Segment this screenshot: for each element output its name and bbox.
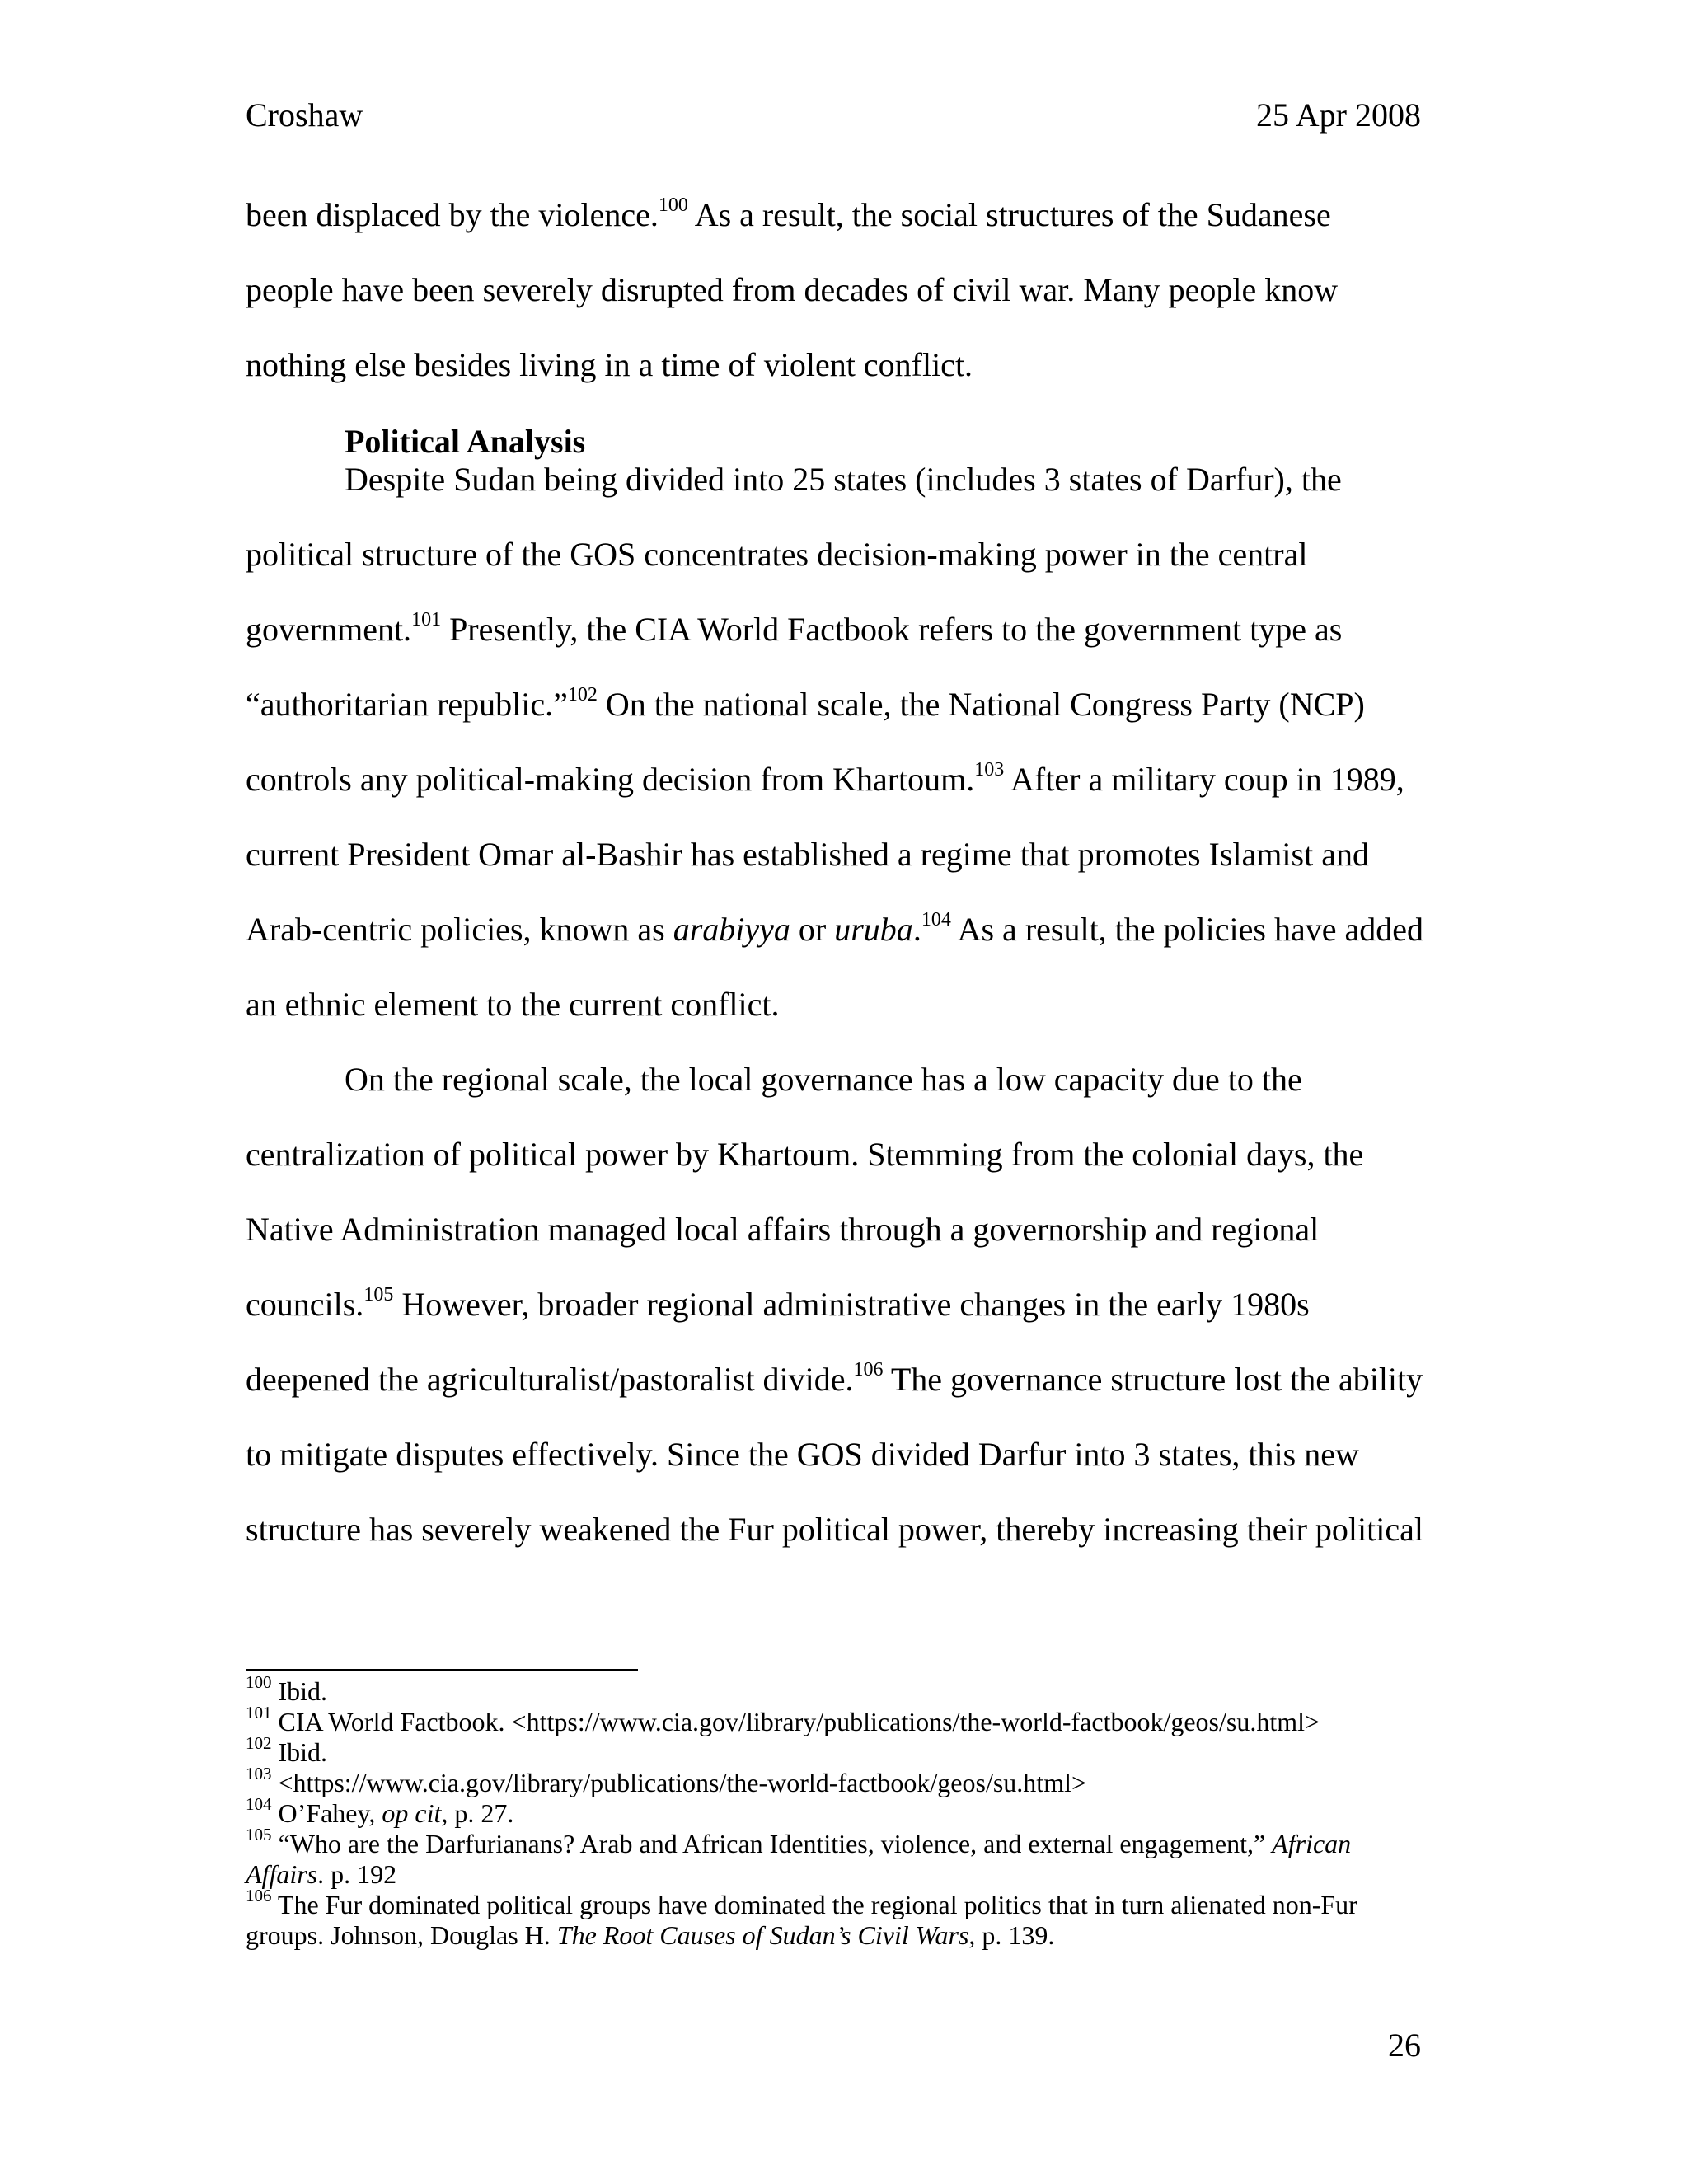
footnote-number: 100 [246,1672,272,1693]
text-line: to mitigate disputes effectively. Since the GOS divided Darfur into 3 states, this new [246,1436,1359,1473]
footnote-italic: Affairs [246,1859,318,1889]
footnote-text: O’Fahey, [271,1798,382,1828]
footnote-italic: The Root Causes of Sudan’s Civil Wars [556,1920,969,1950]
footnote-ref-103[interactable]: 103 [974,758,1005,780]
footnote-106-cont [246,1920,1054,1950]
footnote-ref-101[interactable]: 101 [411,608,442,630]
text-span: been displaced by the violence. [246,196,659,233]
text-line [246,609,1342,650]
text-line: Native Administration managed local affairs through a governorship and regional [246,1211,1320,1248]
text-span: deepened the agriculturalist/pastoralist divide. [246,1361,854,1398]
footnote-text: CIA World Factbook. <https://www.cia.gov/library/publications/the-world-factbook/geos/su.html> [271,1707,1320,1736]
footnote-ref-106[interactable]: 106 [853,1358,884,1380]
text-span: As a result, the policies have added [950,911,1423,948]
text-line: an ethnic element to the current conflict. [246,986,780,1023]
footnote-101 [246,1703,1320,1736]
text-span: “authoritarian republic.” [246,686,568,723]
italic-term: arabiyya [673,911,790,948]
text-line: current President Omar al-Bashir has established a regime that promotes Islamist and [246,836,1369,873]
footnote-text: , p. 139. [968,1920,1055,1950]
section-heading: Political Analysis [345,423,586,460]
text-span: government. [246,611,412,648]
text-span: After a military coup in 1989, [1004,761,1404,798]
page-number: 26 [1388,2027,1421,2064]
text-line: Despite Sudan being divided into 25 states (includes 3 states of Darfur), the [345,461,1342,498]
text-span: Arab-centric policies, known as [246,911,673,948]
text-line: On the regional scale, the local governance has a low capacity due to the [345,1061,1302,1098]
text-line: people have been severely disrupted from decades of civil war. Many people know [246,271,1339,308]
footnote-text: groups. Johnson, Douglas H. [246,1920,557,1950]
text-line [246,684,1365,725]
footnote-text: . p. 192 [317,1859,397,1889]
text-line: structure has severely weakened the Fur political power, thereby increasing their political [246,1511,1423,1548]
text-span: controls any political-making decision from Khartoum. [246,761,975,798]
text-line: nothing else besides living in a time of violent conflict. [246,346,973,383]
text-line [246,1284,1310,1325]
footnote-ref-104[interactable]: 104 [921,908,951,930]
footnote-ref-100[interactable]: 100 [658,194,688,216]
footnote-103 [246,1764,1087,1797]
text-span: As a result, the social structures of the Sudanese [687,196,1331,233]
text-span: councils. [246,1286,364,1323]
footnote-105-cont [246,1859,396,1889]
footnote-italic: op cit [382,1798,442,1828]
text-line: centralization of political power by Khartoum. Stemming from the colonial days, the [246,1136,1364,1173]
footnote-100 [246,1672,328,1706]
text-span: On the national scale, the National Congress Party (NCP) [597,686,1365,723]
header-date: 25 Apr 2008 [1256,96,1421,134]
text-span: or [790,911,835,948]
footnote-number: 101 [246,1703,272,1723]
footnote-text: “Who are the Darfurianans? Arab and African Identities, violence, and external engagement,” [271,1829,1273,1858]
footnote-105 [246,1825,1352,1858]
text-line: political structure of the GOS concentrates decision-making power in the central [246,536,1308,573]
footnote-ref-102[interactable]: 102 [567,683,598,705]
footnote-text: , p. 27. [441,1798,514,1828]
footnote-number: 103 [246,1764,272,1784]
header-author: Croshaw [246,96,363,134]
footnote-text: Ibid. [271,1737,328,1767]
footnote-number: 102 [246,1733,272,1754]
footnote-text: <https://www.cia.gov/library/publications/the-world-factbook/geos/su.html> [271,1768,1087,1797]
text-line [246,759,1404,800]
footnote-text: The Fur dominated political groups have dominated the regional politics that in turn alienated non-Fur [271,1890,1357,1919]
footnote-separator [246,1669,638,1671]
footnote-102 [246,1733,328,1767]
footnote-italic: African [1272,1829,1352,1858]
italic-term: uruba [834,911,913,948]
text-line [246,1359,1423,1400]
text-span: However, broader regional administrative changes in the early 1980s [393,1286,1310,1323]
footnote-text: Ibid. [271,1676,328,1706]
footnote-ref-105[interactable]: 105 [363,1283,394,1305]
footnote-number: 105 [246,1825,272,1845]
footnote-number: 104 [246,1794,272,1815]
footnote-106 [246,1886,1357,1919]
text-line [246,909,1423,950]
text-line [246,194,1331,236]
footnote-104 [246,1794,514,1828]
text-span: . [912,911,921,948]
footnote-number: 106 [246,1886,272,1906]
text-span: The governance structure lost the ability [883,1361,1423,1398]
text-span: Presently, the CIA World Factbook refers to the government type as [441,611,1343,648]
